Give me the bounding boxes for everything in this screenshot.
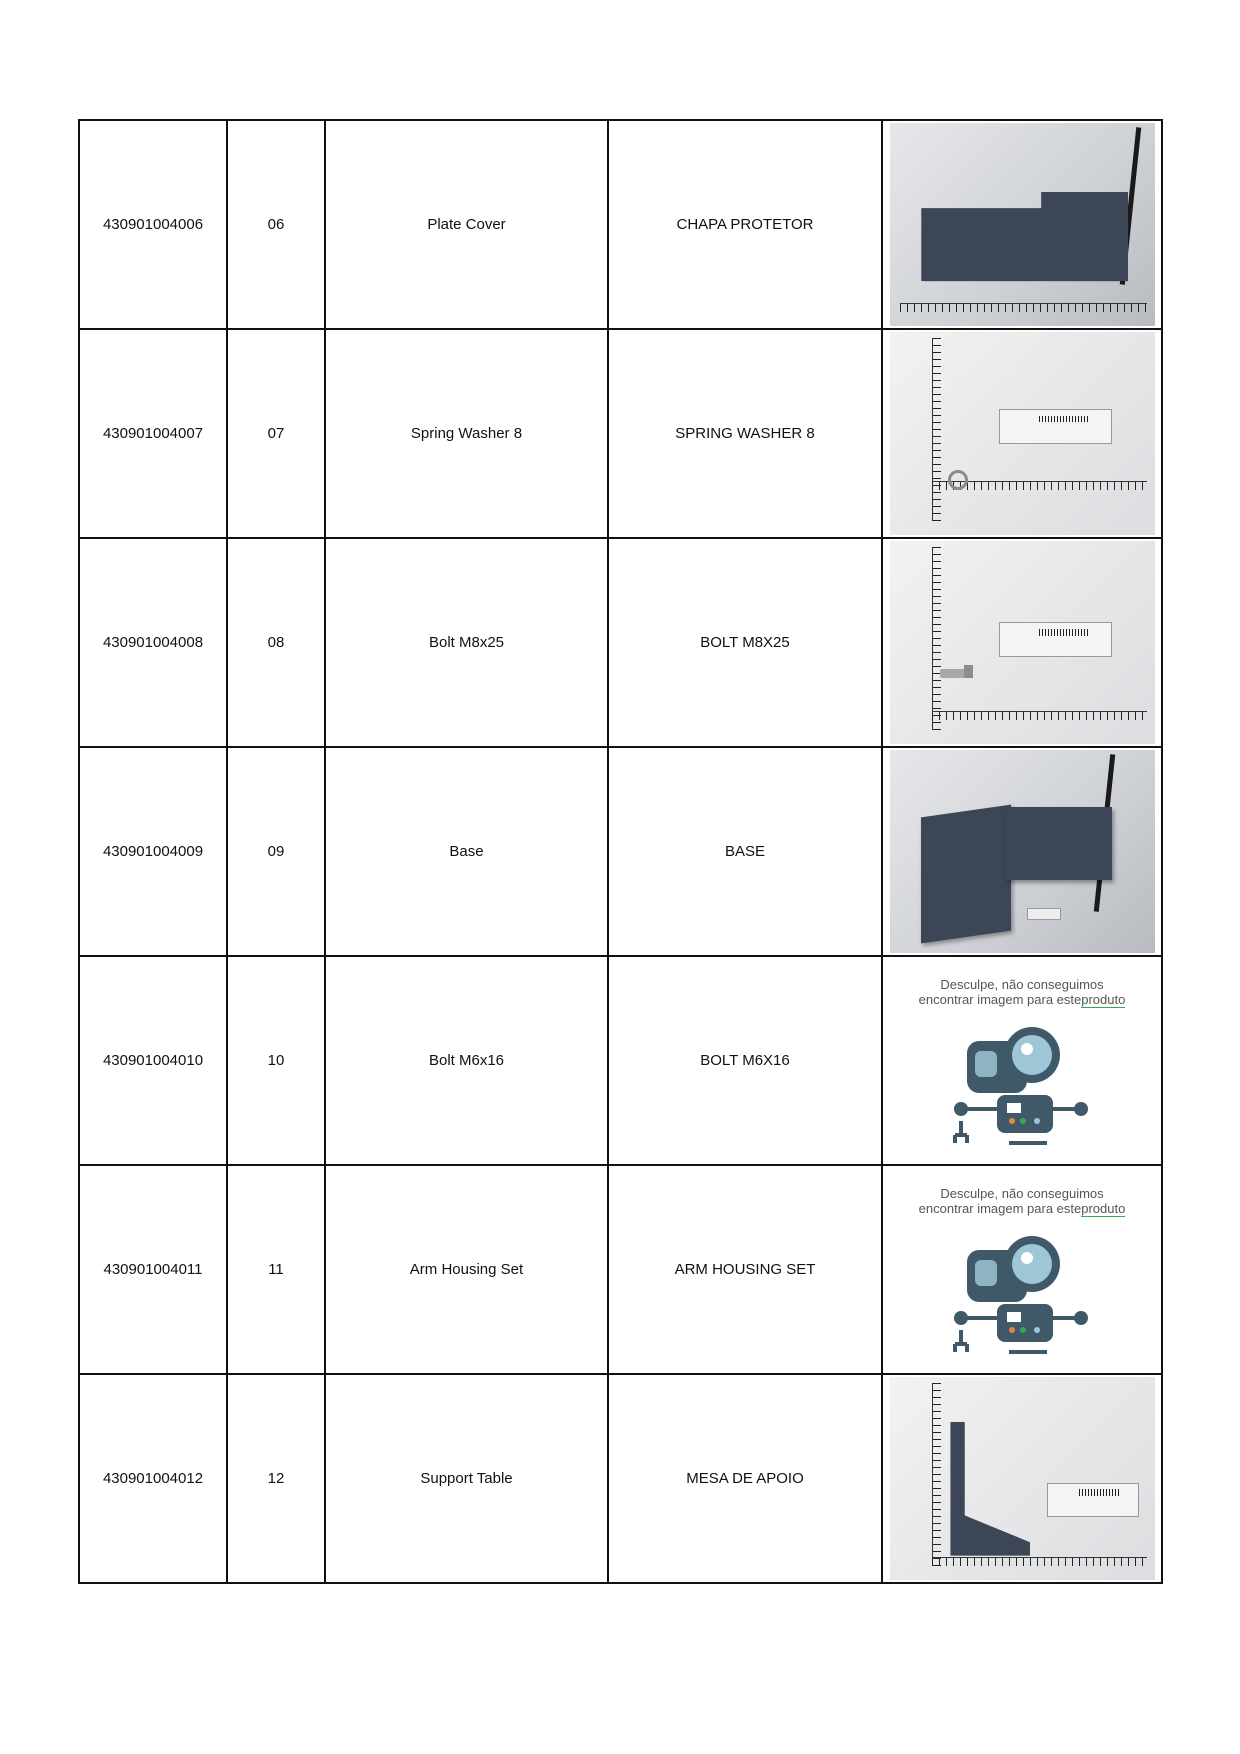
part-name-pt: BOLT M8X25 bbox=[608, 538, 882, 747]
photo-bolt bbox=[890, 541, 1155, 744]
part-name-en: Support Table bbox=[325, 1374, 608, 1583]
part-name-pt: BOLT M6X16 bbox=[608, 956, 882, 1165]
no-image-message: Desculpe, não conseguimos encontrar imagem para esteproduto bbox=[918, 1186, 1126, 1216]
part-name-en: Spring Washer 8 bbox=[325, 329, 608, 538]
table-row bbox=[79, 747, 1162, 956]
table-row bbox=[79, 538, 1162, 747]
position-number: 07 bbox=[227, 329, 325, 538]
position-number: 12 bbox=[227, 1374, 325, 1583]
no-image-placeholder bbox=[890, 959, 1155, 1162]
part-code: 430901004008 bbox=[79, 538, 227, 747]
no-image-placeholder bbox=[890, 1168, 1155, 1371]
part-name-pt: BASE bbox=[608, 747, 882, 956]
part-code: 430901004009 bbox=[79, 747, 227, 956]
photo-base bbox=[890, 750, 1155, 953]
part-name-en: Base bbox=[325, 747, 608, 956]
position-number: 11 bbox=[227, 1165, 325, 1374]
no-image-message: Desculpe, não conseguimos encontrar imagem para esteproduto bbox=[918, 977, 1126, 1007]
part-name-pt: ARM HOUSING SET bbox=[608, 1165, 882, 1374]
image-cell bbox=[882, 747, 1162, 956]
image-cell bbox=[882, 1165, 1162, 1374]
part-code: 430901004011 bbox=[79, 1165, 227, 1374]
photo-support-table bbox=[890, 1377, 1155, 1580]
photo-plate-cover bbox=[890, 123, 1155, 326]
part-code: 430901004012 bbox=[79, 1374, 227, 1583]
parts-table bbox=[78, 119, 1163, 1584]
position-number: 09 bbox=[227, 747, 325, 956]
table-row bbox=[79, 1165, 1162, 1374]
part-name-en: Plate Cover bbox=[325, 120, 608, 329]
part-name-en: Bolt M8x25 bbox=[325, 538, 608, 747]
part-code: 430901004006 bbox=[79, 120, 227, 329]
part-name-pt: SPRING WASHER 8 bbox=[608, 329, 882, 538]
table-row bbox=[79, 329, 1162, 538]
robot-magnifier-icon bbox=[947, 1025, 1097, 1150]
photo-spring-washer bbox=[890, 332, 1155, 535]
image-cell bbox=[882, 329, 1162, 538]
image-cell bbox=[882, 956, 1162, 1165]
table-row bbox=[79, 120, 1162, 329]
part-code: 430901004010 bbox=[79, 956, 227, 1165]
position-number: 08 bbox=[227, 538, 325, 747]
robot-magnifier-icon bbox=[947, 1234, 1097, 1359]
part-name-pt: MESA DE APOIO bbox=[608, 1374, 882, 1583]
image-cell bbox=[882, 120, 1162, 329]
position-number: 10 bbox=[227, 956, 325, 1165]
part-code: 430901004007 bbox=[79, 329, 227, 538]
image-cell bbox=[882, 1374, 1162, 1583]
image-cell bbox=[882, 538, 1162, 747]
part-name-pt: CHAPA PROTETOR bbox=[608, 120, 882, 329]
part-name-en: Arm Housing Set bbox=[325, 1165, 608, 1374]
position-number: 06 bbox=[227, 120, 325, 329]
table-row bbox=[79, 1374, 1162, 1583]
part-name-en: Bolt M6x16 bbox=[325, 956, 608, 1165]
table-row bbox=[79, 956, 1162, 1165]
